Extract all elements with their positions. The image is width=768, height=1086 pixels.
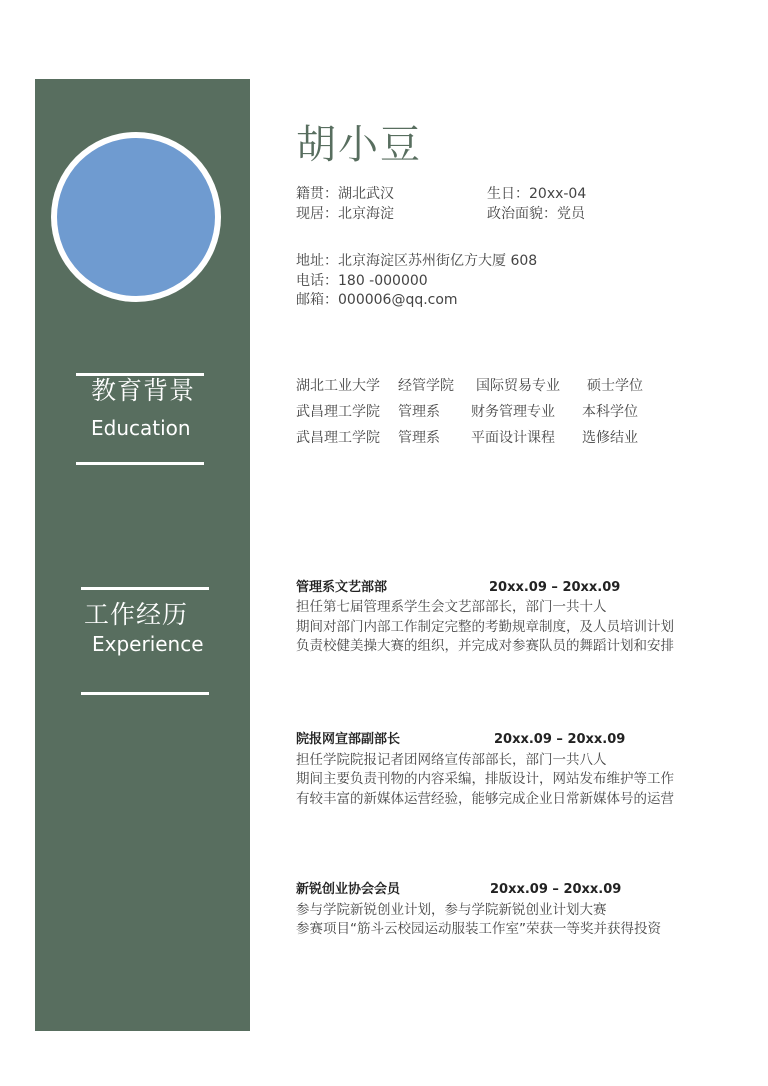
residence: 现居：北京海淀 — [296, 206, 394, 222]
education-degree: 本科学位 — [582, 404, 638, 420]
phone: 电话：180 -000000 — [296, 273, 428, 289]
education-major: 国际贸易专业 — [476, 378, 560, 394]
job-date: 20xx.09 – 20xx.09 — [490, 882, 622, 897]
education-major: 平面设计课程 — [471, 430, 555, 446]
job-description-line: 参与学院新锐创业计划，参与学院新锐创业计划大赛 — [296, 902, 607, 918]
job-description-line: 参赛项目“筋斗云校园运动服装工作室”荣获一等奖并获得投资 — [296, 921, 661, 937]
education-heading-cn: 教育背景 — [91, 376, 196, 405]
experience-top-rule — [81, 587, 209, 590]
birthday: 生日：20xx-04 — [487, 186, 587, 202]
education-bottom-rule — [76, 462, 204, 465]
job-description-line: 期间主要负责刊物的内容采编，排版设计，网站发布维护等工作 — [296, 771, 674, 787]
education-school: 武昌理工学院 — [296, 430, 380, 446]
hometown: 籍贯：湖北武汉 — [296, 186, 394, 202]
experience-heading-cn: 工作经历 — [84, 600, 189, 629]
job-title: 新锐创业协会会员 — [296, 882, 401, 897]
job-title: 管理系文艺部部 — [296, 580, 388, 595]
address: 地址：北京海淀区苏州街亿方大厦 608 — [296, 253, 538, 269]
education-school: 武昌理工学院 — [296, 404, 380, 420]
education-degree: 选修结业 — [582, 430, 638, 446]
job-description-line: 担任第七届管理系学生会文艺部部长，部门一共十人 — [296, 599, 607, 615]
political-status: 政治面貌：党员 — [487, 206, 585, 222]
profile-photo-frame — [51, 132, 221, 302]
job-date: 20xx.09 – 20xx.09 — [489, 580, 621, 595]
sidebar — [35, 79, 250, 1031]
job-description-line: 担任学院院报记者团网络宣传部部长，部门一共八人 — [296, 752, 607, 768]
email[interactable]: 邮箱：000006@qq.com — [296, 292, 458, 308]
job-description-line: 有较丰富的新媒体运营经验，能够完成企业日常新媒体号的运营 — [296, 791, 674, 807]
job-description-line: 负责校健美操大赛的组织，并完成对参赛队员的舞蹈计划和安排 — [296, 638, 674, 654]
profile-photo[interactable] — [57, 138, 215, 296]
job-description-line: 期间对部门内部工作制定完整的考勤规章制度，及人员培训计划 — [296, 619, 674, 635]
education-college: 管理系 — [398, 430, 440, 446]
job-date: 20xx.09 – 20xx.09 — [494, 732, 626, 747]
education-heading-en: Education — [91, 416, 191, 440]
education-degree: 硕士学位 — [587, 378, 643, 394]
education-college: 管理系 — [398, 404, 440, 420]
candidate-name: 胡小豆 — [296, 122, 422, 168]
job-title: 院报网宣部副部长 — [296, 732, 401, 747]
experience-heading-en: Experience — [92, 632, 204, 656]
education-major: 财务管理专业 — [471, 404, 555, 420]
education-school: 湖北工业大学 — [296, 378, 380, 394]
education-college: 经管学院 — [398, 378, 454, 394]
experience-bottom-rule — [81, 692, 209, 695]
